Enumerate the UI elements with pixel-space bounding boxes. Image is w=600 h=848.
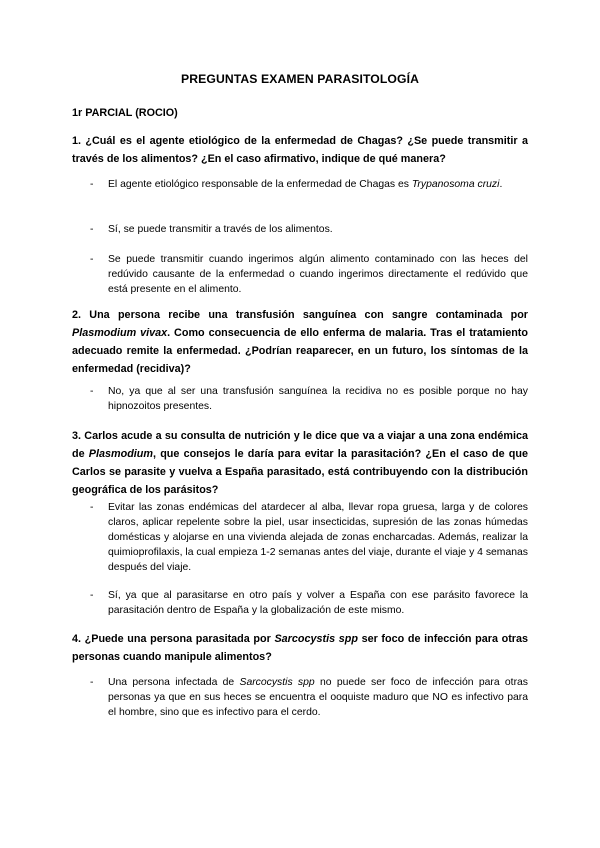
bullet-dash: - — [90, 677, 94, 688]
question-4: 4. ¿Puede una persona parasitada por Sarcocystis spp ser foco de infección para otras personas cuando manipule alimentos? — [72, 633, 528, 663]
page-title: PREGUNTAS EXAMEN PARASITOLOGÍA — [181, 72, 419, 86]
bullet-dash: - — [90, 590, 94, 601]
bullet-dash: - — [90, 502, 94, 513]
section-heading: 1r PARCIAL (ROCIO) — [72, 107, 178, 119]
bullet-dash: - — [90, 386, 94, 397]
bullet-dash: - — [90, 179, 94, 190]
question-1: 1. ¿Cuál es el agente etiológico de la enfermedad de Chagas? ¿Se puede transmitir a través de los alimentos? ¿En el caso afirmativo, indique de qué manera? — [72, 135, 528, 165]
question-2: 2. Una persona recibe una transfusión sanguínea con sangre contaminada por Plasmodium vivax. Como consecuencia de ello enferma de malaria. Tras el tratamiento adecuado remite la enfermedad. ¿Podrían reaparecer, en un futuro, los síntomas de la enfermedad (recidiva)? — [72, 309, 528, 375]
question-3: 3. Carlos acude a su consulta de nutrición y le dice que va a viajar a una zona endémica de Plasmodium, que consejos le daría para evitar la parasitación? ¿En el caso de que Carlos se parasite y vuelva a España parasitado, está contribuyendo con la distribución geográfica de los parásitos? — [72, 430, 528, 496]
bullet-dash: - — [90, 254, 94, 265]
bullet-dash: - — [90, 224, 94, 235]
document-page: PREGUNTAS EXAMEN PARASITOLOGÍA 1r PARCIAL (ROCIO) 1. ¿Cuál es el agente etiológico de la enfermedad de Chagas? ¿Se puede transmitir a través de los alimentos? ¿En el caso afirmativo, indique de qué manera? - El agente etiológico responsable de la enfermedad de Chagas es Trypanosoma cruzi. - Sí, se puede transmitir a través de los alimentos. - Se puede transmitir cuando ingerimos algún alimento contaminado con las heces del redúvido causante de la enfermedad o cuando ingerimos directamente el redúvido que está presente en el alimento. 2. Una persona recibe una transfusión sanguínea con sangre contaminada por Plasmodium vivax. Como consecuencia de ello enferma de malaria. Tras el tratamiento adecuado remite la enfermedad. ¿Podrían reaparecer, en un futuro, los síntomas de la enfermedad (recidiva)? - No, ya que al ser una transfusión sanguínea la recidiva no es posible porque no hay hipnozoitos presentes. 3. Carlos acude a su consulta de nutrición y le dice que va a viajar a una zona endémica de Plasmodium, que consejos le daría para evitar la parasitación? ¿En el caso de que Carlos se parasite y vuelva a España parasitado, está contribuyendo con la distribución geográfica de los parásitos? - Evitar las zonas endémicas del atardecer al alba, llevar ropa gruesa, larga y de colores claros, aplicar repelente sobre la piel, usar insecticidas, supresión de las zonas húmedas domésticas y alojarse en una vivienda alejada de zonas encharcadas. Además, realizar la quimioprofilaxis, la cual empieza 1-2 semanas antes del viaje, durante el viaje y 4 semanas después del viaje. - Sí, ya que al parasitarse en otro país y volver a España con ese parásito favorece la parasitación dentro de España y la globalización de este mismo. 4. ¿Puede una persona parasitada por Sarcocystis spp ser foco de infección para otras personas cuando manipule alimentos? - Una persona infectada de Sarcocystis spp no puede ser foco de infección para otras personas ya que en sus heces se encuentra el ooquiste maduro que NO es infectivo para el hombre, sino que es infectivo para el cerdo. — [0, 0, 600, 848]
